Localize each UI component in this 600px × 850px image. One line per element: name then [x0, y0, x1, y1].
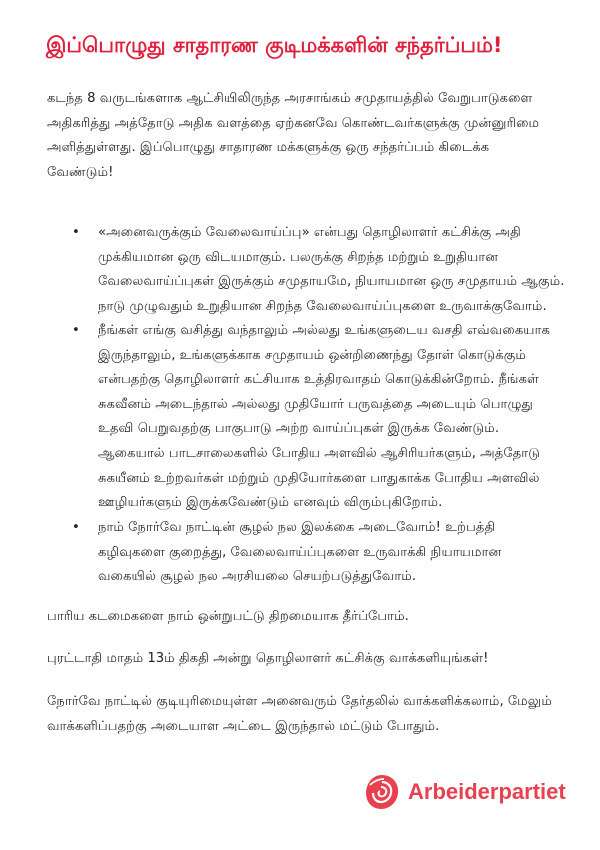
bullet-line: உதவி பெறுவதற்கு பாகுபாடு அற்ற வாய்ப்புகள் இருக்க வேண்டும்.	[98, 421, 500, 437]
closing-line: புரட்டாதி மாதம் 13ம் திகதி அன்று தொழிலாளர் கட்சிக்கு வாக்களியுங்கள்!	[47, 651, 489, 666]
closing-line: வாக்களிப்பதற்கு அடையாள அட்டை இருந்தால் மட்டும் போதும்.	[47, 718, 440, 734]
closing-paragraph-1	[47, 605, 409, 630]
bullet-icon: •	[72, 323, 80, 338]
bullet-line: கழிவுகளை குறைத்து, வேலைவாய்ப்புகளை உருவாக்கி நியாயமான	[98, 544, 502, 560]
closing-paragraph-3	[47, 690, 552, 739]
intro-line: அளித்துள்ளது. இப்பொழுது சாதாரண மக்களுக்கு ஒரு சந்தர்ப்பம் கிடைக்க	[47, 140, 490, 156]
intro-paragraph	[47, 87, 539, 185]
bullet-line: ஊழியர்களும் இருக்கவேண்டும் எனவும் விரும்புகிறோம்.	[98, 495, 443, 511]
bullet-line: சுகயீனம் உற்றவர்கள் மற்றும் முதியோர்களை பாதுகாக்க போதிய அளவில்	[98, 470, 540, 486]
closing-line: நோர்வே நாட்டில் குடியுரிமையுள்ள அனைவரும் தேர்தலில் வாக்களிக்கலாம், மேலும்	[47, 694, 552, 709]
bullet-line: நாடு முழுவதும் உறுதியான சிறந்த வேலைவாய்ப்புகளை உருவாக்குவோம்.	[98, 298, 547, 314]
bullet-line: வகையில் சூழல் நல அரசியலை செயற்படுத்துவோம்.	[98, 569, 417, 585]
bullet-line: முக்கியமான ஒரு விடயமாகும். பலருக்கு சிறந்த மற்றும் உறுதியான	[98, 249, 499, 265]
intro-line: கடந்த 8 வருடங்களாக ஆட்சியிலிருந்த அரசாங்கம் சமுதாயத்தில் வேறுபாடுகளை	[47, 91, 533, 106]
bullet-line: ஆகையால் பாடசாலைகளில் போதிய அளவில் ஆசிரியர்களும், அத்தோடு	[98, 445, 540, 461]
bullet-line: நாம் நோர்வே நாட்டின் சூழல் நல இலக்கை அடைவோம்! உற்பத்தி	[98, 520, 496, 535]
bullet-icon: •	[72, 520, 80, 535]
intro-line: வேண்டும்!	[47, 164, 114, 180]
bullet-line: சுகவீனம் அடைந்தால் அல்லது முதியோர் பருவத்தை அடையும் பொழுது	[98, 396, 533, 412]
closing-paragraph-2	[47, 647, 488, 672]
bullet-line: வேலைவாய்ப்புகள் இருக்கும் சமுதாயமே, நியாயமான ஒரு சமுதாயம் ஆகும்.	[98, 274, 565, 290]
page-title: இப்பொழுது சாதாரண குடிமக்களின் சந்தர்ப்பம்!	[46, 33, 503, 57]
intro-line: அதிகரித்து அத்தோடு அதிக வளத்தை ஏற்கனவே கொண்டவர்களுக்கு முன்னுரிமை	[47, 115, 540, 131]
closing-line: பாரிய கடமைகளை நாம் ஒன்றுபட்டு திறமையாக தீர்ப்போம்.	[47, 609, 409, 624]
bullet-line: இருந்தாலும், உங்களுக்காக சமுதாயம் ஒன்றிணைந்து தோள் கொடுக்கும்	[98, 347, 526, 363]
party-logo	[364, 773, 566, 811]
bullet-line: என்பதற்கு தொழிலாளர் கட்சியாக உத்திரவாதம் கொடுக்கின்றோம். நீங்கள்	[98, 372, 539, 388]
bullet-line: «அனைவருக்கும் வேலைவாய்ப்பு» என்பது தொழிலாளர் கட்சிக்கு அதி	[98, 225, 521, 240]
bullet-line: நீங்கள் எங்கு வசித்து வந்தாலும் அல்லது உங்களுடைய வசதி எவ்வகையாக	[98, 323, 550, 338]
bullet-icon: •	[72, 225, 80, 240]
logo-text: Arbeiderpartiet	[408, 779, 566, 804]
rose-icon	[364, 773, 400, 811]
